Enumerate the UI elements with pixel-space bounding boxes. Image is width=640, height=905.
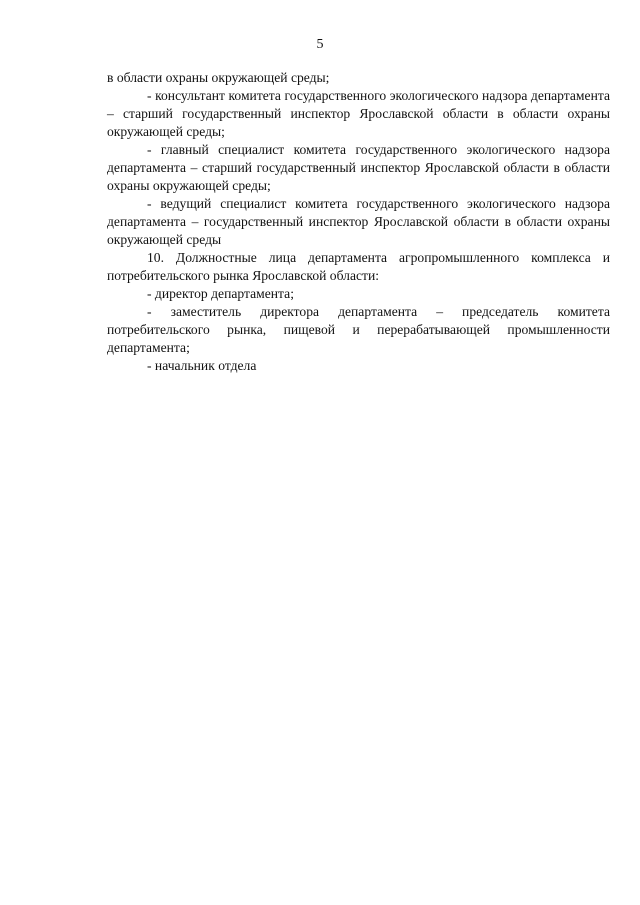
document-body (107, 69, 610, 375)
list-item-department-head: - начальник отдела (147, 358, 257, 373)
paragraph-continuation: в области охраны окружающей среды; (107, 70, 330, 85)
list-item-deputy-director: - заместитель директора департамента – председатель комитета потребительского рынка, пищевой и перерабатывающей промышленности департамента; (107, 304, 610, 355)
list-item-director: - директор департамента; (147, 286, 294, 301)
section-heading-10: 10. Должностные лица департамента агропромышленного комплекса и потребительского рынка Ярославской области: (107, 250, 610, 283)
list-item-consultant: - консультант комитета государственного экологического надзора департамента – старший государственный инспектор Ярославской области в области охраны окружающей среды; (107, 88, 610, 139)
page-number: 5 (316, 37, 324, 52)
list-item-chief-specialist: - главный специалист комитета государственного экологического надзора департамента – старший государственный инспектор Ярославской области в области охраны окружающей среды; (107, 142, 610, 193)
list-item-leading-specialist: - ведущий специалист комитета государственного экологического надзора департамента – государственный инспектор Ярославской области в области охраны окружающей среды (107, 196, 610, 247)
